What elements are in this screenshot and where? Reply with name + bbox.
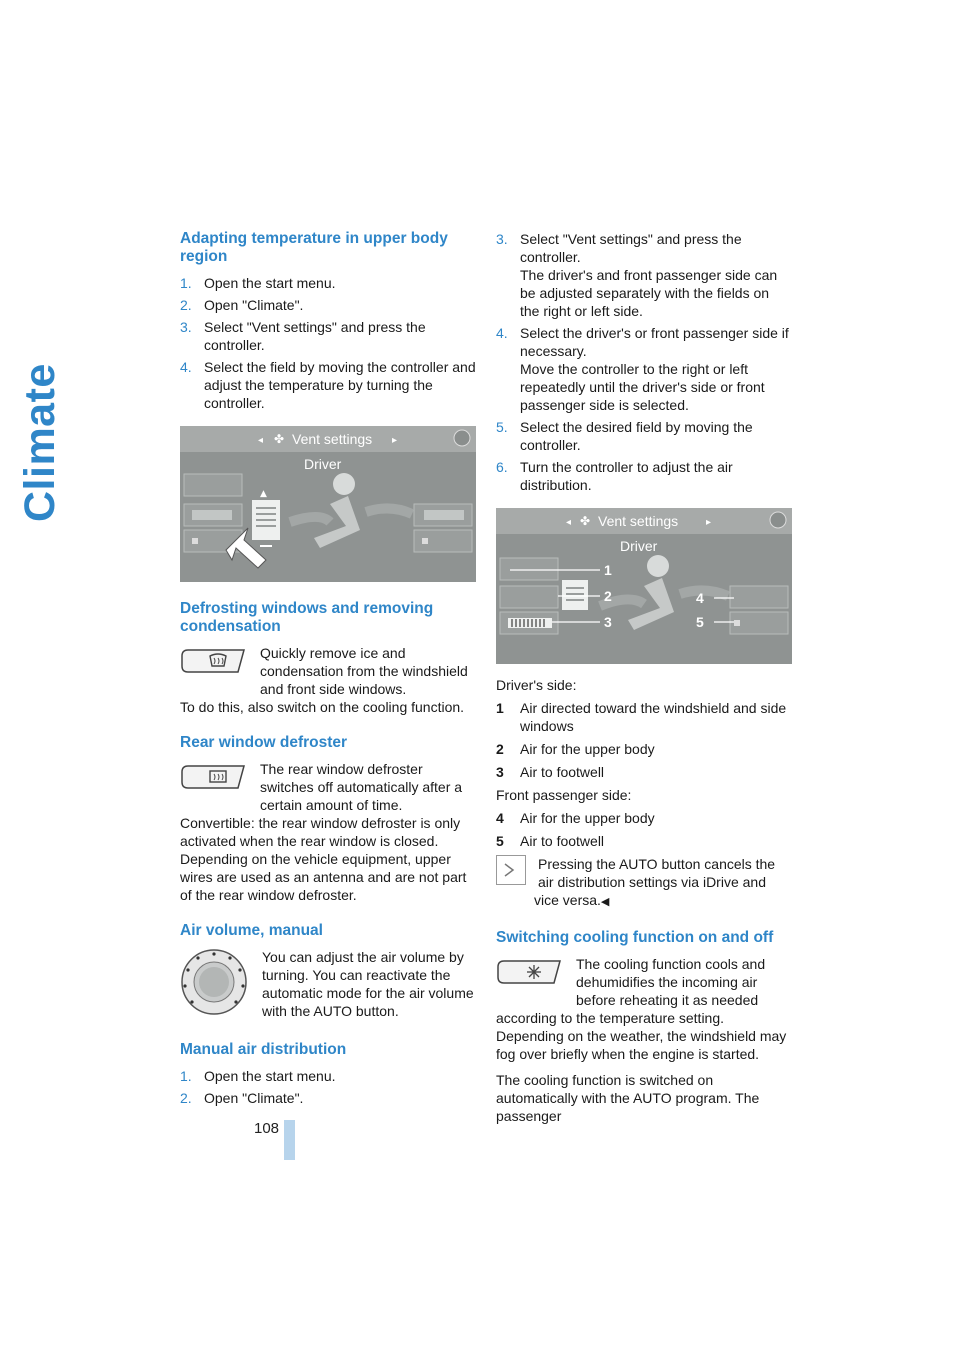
- screen-title: Vent settings: [292, 431, 373, 447]
- screen-driver-label: Driver: [304, 456, 342, 472]
- page-margin-bar: [284, 1120, 295, 1160]
- vent-settings-screen-temperature: [180, 426, 476, 582]
- svg-text:✤: ✤: [580, 514, 591, 528]
- screen-title: Vent settings: [598, 513, 679, 529]
- step: 5. Select the desired field by moving the controller.: [496, 419, 753, 453]
- heading-cooling-function: Switching cooling function on and off: [496, 929, 774, 946]
- vent-settings-screen-distribution: [496, 508, 792, 664]
- cooling-button-icon: [496, 959, 562, 990]
- steps-manual-air-distribution: [180, 1067, 476, 1107]
- step: 3. Select "Vent settings" and press the controller.: [180, 319, 426, 353]
- screen-driver-label: Driver: [620, 538, 658, 554]
- note-text: Pressing the AUTO button cancels the air distribution settings via iDrive and vice versa.◀: [534, 856, 776, 908]
- screen-graphic: [496, 508, 792, 664]
- passenger-side-label: Front passenger side:: [496, 787, 632, 803]
- note-block: [496, 855, 792, 911]
- callout-1: 1: [604, 562, 612, 578]
- callout-4: 4: [696, 590, 704, 606]
- rear-defroster-p2: Depending on the vehicle equipment, upper wires are used as an antenna and are not part of the rear window defroster.: [180, 851, 467, 903]
- air-volume-knob-icon: [180, 948, 248, 1021]
- heading-rear-defroster: Rear window defroster: [180, 734, 348, 751]
- defrost-intro: Quickly remove ice and condensation from the windshield and front side windows.: [260, 645, 468, 697]
- step: 1. Open the start menu.: [180, 275, 336, 291]
- legend-item: 3 Air to footwell: [496, 764, 605, 780]
- svg-text:▸: ▸: [706, 517, 712, 528]
- svg-text:◂: ◂: [258, 435, 264, 446]
- steps-manual-air-distribution-cont: [496, 230, 792, 494]
- legend-item: 5 Air to footwell: [496, 833, 605, 849]
- step: 2. Open "Climate".: [180, 1090, 304, 1106]
- step: 2. Open "Climate".: [180, 297, 304, 313]
- steps-adapting-temperature: [180, 274, 476, 412]
- step: 6. Turn the controller to adjust the air distribution.: [496, 459, 733, 493]
- heading-defrosting: Defrosting windows and removing condensation: [180, 600, 434, 635]
- left-column: [180, 230, 476, 1111]
- callout-3: 3: [604, 614, 612, 630]
- step: 4. Select the field by moving the controller and adjust the temperature by turning the controller.: [180, 359, 476, 411]
- cooling-p1: The cooling function is switched on automatically with the AUTO program. The passenger: [496, 1072, 760, 1124]
- heading-adapting-temperature: Adapting temperature in upper body region: [180, 230, 448, 265]
- screen-graphic: [180, 426, 476, 582]
- heading-manual-air-distribution: Manual air distribution: [180, 1041, 347, 1058]
- svg-text:✤: ✤: [274, 432, 285, 446]
- step: 1. Open the start menu.: [180, 1068, 336, 1084]
- note-icon: [496, 855, 526, 885]
- step: 3. Select "Vent settings" and press the controller. The driver's and front passenger side can be adjusted separately with the fields on the right or left side.: [496, 231, 778, 319]
- callout-2: 2: [604, 588, 612, 604]
- drivers-side-label: Driver's side:: [496, 677, 577, 693]
- legend-item: 1 Air directed toward the windshield and side windows: [496, 700, 787, 734]
- rear-defroster-p1: Convertible: the rear window defroster is only activated when the rear window is closed.: [180, 815, 461, 849]
- cooling-intro: The cooling function cools and dehumidifies the incoming air before reheating it as needed according to the temperature setting. Depending on the weather, the windshield may fog over briefly when the engine is started.: [496, 956, 787, 1062]
- svg-text:▲: ▲: [260, 489, 267, 499]
- section-title: Climate: [16, 363, 64, 522]
- air-volume-intro: You can adjust the air volume by turning. You can reactivate the automatic mode for the air volume with the AUTO button.: [262, 949, 474, 1019]
- rear-defroster-intro: The rear window defroster switches off automatically after a certain amount of time.: [260, 761, 463, 813]
- heading-air-volume: Air volume, manual: [180, 922, 323, 939]
- callout-5: 5: [696, 614, 704, 630]
- drivers-side-legend: [496, 699, 792, 781]
- defrost-button-icon: [180, 648, 246, 679]
- legend-item: 2 Air for the upper body: [496, 741, 655, 757]
- defrost-text: To do this, also switch on the cooling function.: [180, 699, 465, 715]
- passenger-side-legend: [496, 809, 792, 850]
- step: 4. Select the driver's or front passenger side if necessary. Move the controller to the right or left repeatedly until the driver's side or front passenger side is selected.: [496, 325, 789, 413]
- page-number: 108: [254, 1120, 280, 1137]
- svg-text:▸: ▸: [392, 435, 398, 446]
- legend-item: 4 Air for the upper body: [496, 810, 655, 826]
- svg-text:◂: ◂: [566, 517, 572, 528]
- right-column: [496, 230, 792, 1125]
- rear-defroster-button-icon: [180, 764, 246, 795]
